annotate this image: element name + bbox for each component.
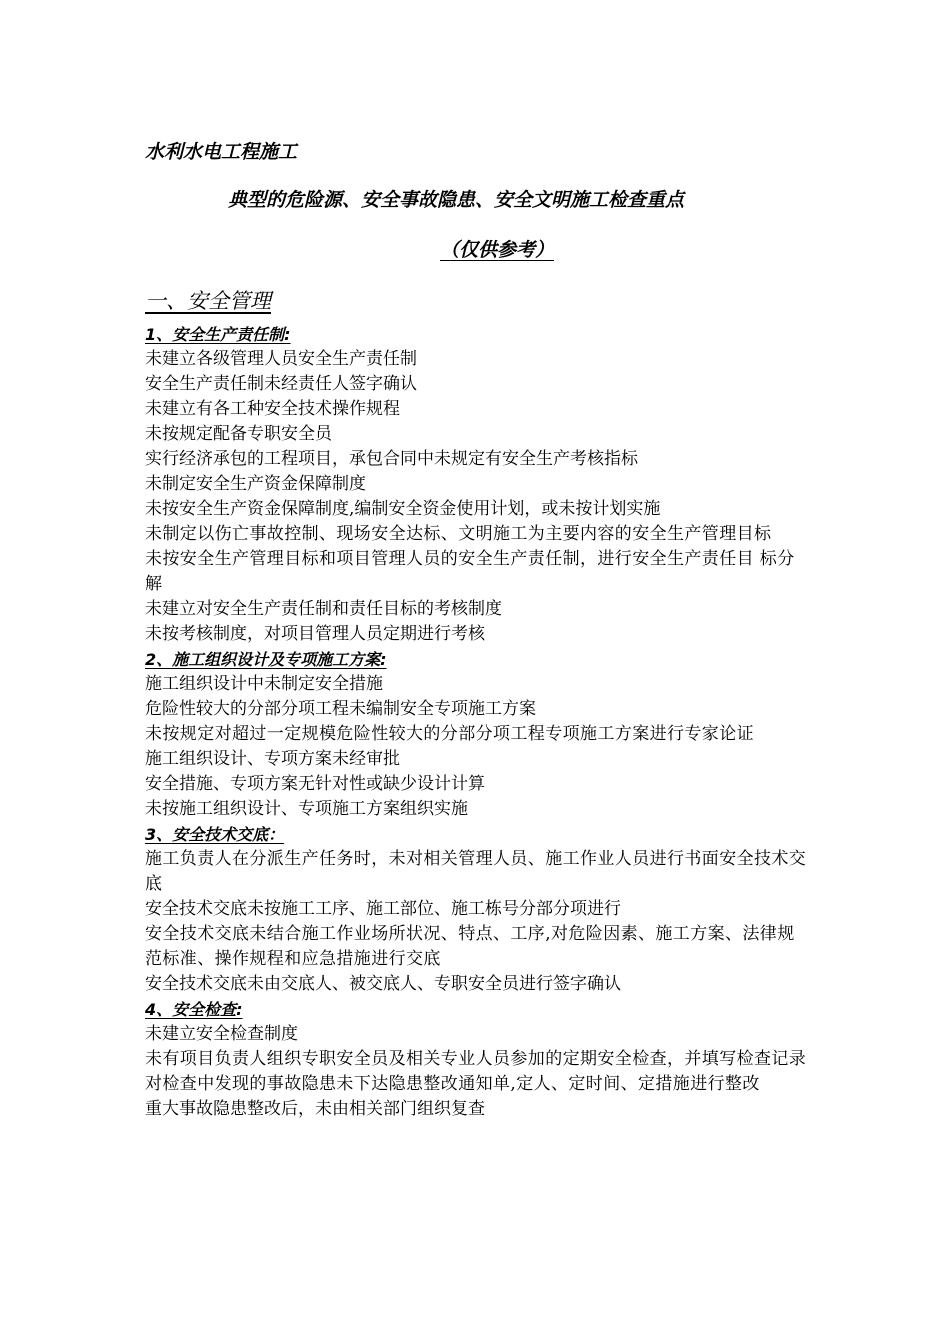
list-item: 未制定以伤亡事故控制、现场安全达标、文明施工为主要内容的安全生产管理目标 <box>145 524 772 544</box>
list-item: 施工组织设计、专项方案未经审批 <box>145 749 400 769</box>
list-item: 未按安全生产管理目标和项目管理人员的安全生产责任制，进行安全生产责任目 标分解 <box>145 549 795 594</box>
list-item: 未按施工组织设计、专项施工方案组织实施 <box>145 799 468 819</box>
list-item: 安全生产责任制未经责任人签字确认 <box>145 374 417 394</box>
list-item: 安全技术交底未结合施工作业场所状况、特点、工序,对危险因素、施工方案、法律规范标准、操作规程和应急措施进行交底 <box>145 924 795 969</box>
document-title-line1: 水利水电工程施工 <box>145 141 298 163</box>
list-item: 实行经济承包的工程项目，承包合同中未规定有安全生产考核指标 <box>145 449 638 469</box>
document-title-line3 <box>0 236 950 264</box>
list-item: 安全措施、专项方案无针对性或缺少设计计算 <box>145 774 485 794</box>
list-item: 未有项目负责人组织专职安全员及相关专业人员参加的定期安全检查，并填写检查记录 <box>145 1049 807 1069</box>
list-item: 重大事故隐患整改后，未由相关部门组织复查 <box>145 1099 485 1119</box>
list-item: 施工负责人在分派生产任务时，未对相关管理人员、施工作业人员进行书面安全技术交底 <box>145 849 807 894</box>
subsection-heading: 2、施工组织设计及专项施工方案: <box>145 650 387 669</box>
list-item: 未按规定对超过一定规模危险性较大的分部分项工程专项施工方案进行专家论证 <box>145 724 754 744</box>
list-item: 未制定安全生产资金保障制度 <box>145 474 366 494</box>
subsection-heading: 3、安全技术交底： <box>145 825 285 844</box>
list-item: 安全技术交底未由交底人、被交底人、专职安全员进行签字确认 <box>145 974 621 994</box>
subsection-heading: 1、安全生产责任制: <box>145 325 291 344</box>
list-item: 未建立对安全生产责任制和责任目标的考核制度 <box>145 599 502 619</box>
list-item: 安全技术交底未按施工工序、施工部位、施工栋号分部分项进行 <box>145 899 621 919</box>
list-item: 未建立安全检查制度 <box>145 1024 298 1044</box>
document-title-line2: 典型的危险源、安全事故隐患、安全文明施工检查重点 <box>227 189 684 211</box>
list-item: 未按规定配备专职安全员 <box>145 424 332 444</box>
section-heading: 一、安全管理 <box>145 289 271 313</box>
list-item: 未建立有各工种安全技术操作规程 <box>145 399 400 419</box>
list-item: 危险性较大的分部分项工程未编制安全专项施工方案 <box>145 699 536 719</box>
list-item: 施工组织设计中未制定安全措施 <box>145 674 383 694</box>
document-body <box>145 322 810 1122</box>
reference-note: （仅供参考） <box>439 239 554 261</box>
list-item: 未按安全生产资金保障制度,编制安全资金使用计划，或未按计划实施 <box>145 499 661 519</box>
list-item: 未按考核制度，对项目管理人员定期进行考核 <box>145 624 485 644</box>
list-item: 对检查中发现的事故隐患未下达隐患整改通知单,定人、定时间、定措施进行整改 <box>145 1074 760 1094</box>
subsection-heading: 4、安全检查: <box>145 1000 243 1019</box>
list-item: 未建立各级管理人员安全生产责任制 <box>145 349 417 369</box>
